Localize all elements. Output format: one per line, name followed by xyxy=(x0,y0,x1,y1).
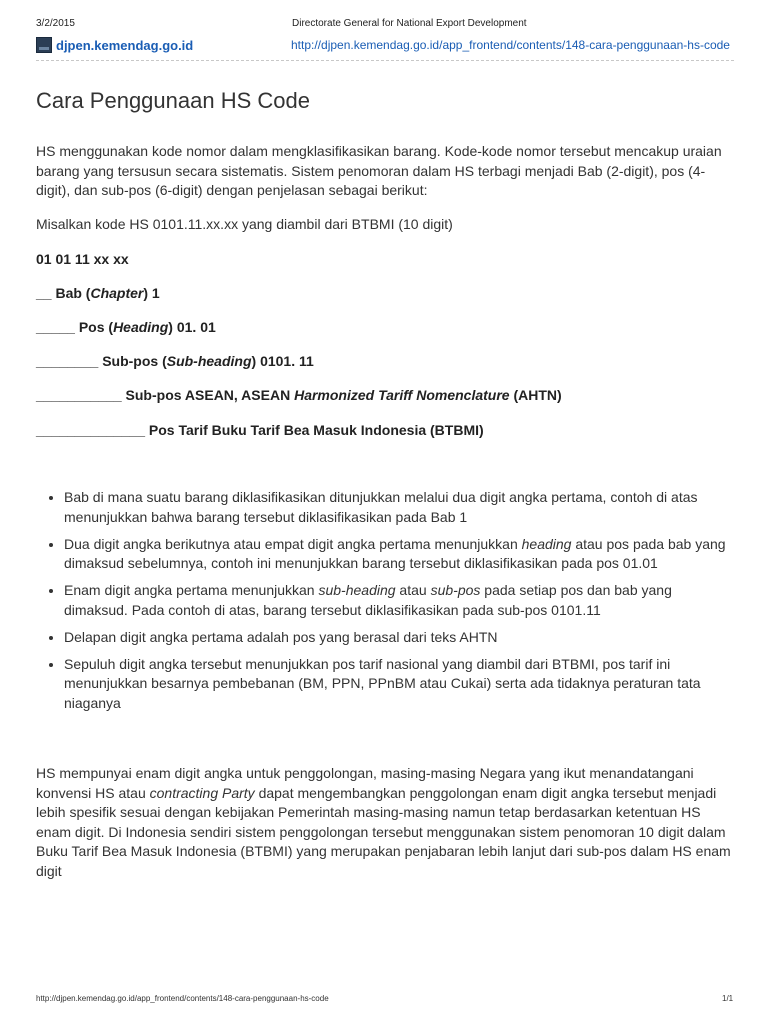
example-paragraph: Misalkan kode HS 0101.11.xx.xx yang diambil dari BTBMI (10 digit) xyxy=(36,216,453,232)
legend-line: ___________ xyxy=(36,387,122,403)
list-item-text: atau pos pada bab yang dimaksud sebelumnya, contoh ini menunjukkan barang tersebut diklasifikasikan pada pos 01.01 xyxy=(64,535,726,571)
closing-em: contracting Party xyxy=(149,784,255,801)
closing-paragraph xyxy=(36,764,736,881)
site-name-link[interactable]: djpen.kemendag.go.id xyxy=(56,38,194,53)
list-item-em: heading xyxy=(521,535,572,552)
list-item: • Sepuluh digit angka tersebut menunjukkan pos tarif nasional yang diambil dari BTBMI, pos tarif ini menunjukkan besarnya pembebanan (BM, PPN, PPnBM atau Cukai) serta ada tidaknya peraturan tata niaganya xyxy=(64,655,736,714)
legend-subpos xyxy=(36,352,736,372)
list-item: • Delapan digit angka pertama adalah pos yang berasal dari teks AHTN xyxy=(64,628,736,648)
legend-line: _____ xyxy=(36,319,75,335)
legend-line: __ xyxy=(36,285,52,301)
legend-text: Sub-pos ( xyxy=(102,353,167,369)
site-logo-icon[interactable] xyxy=(36,37,52,53)
legend-bab xyxy=(36,284,736,304)
legend-em: Sub-heading xyxy=(166,353,252,369)
intro-paragraph: HS menggunakan kode nomor dalam mengklasifikasikan barang. Kode-kode nomor tersebut mencakup uraian barang yang tersusun secara sistematis. Sistem penomoran dalam HS terbagi menjadi Bab (2-digit), pos (4-digit), dan sub-pos (6-digit) dengan penjelasan sebagai berikut: xyxy=(36,143,722,198)
legend-text: Pos Tarif Buku Tarif Bea Masuk Indonesia (BTBMI) xyxy=(148,422,484,438)
header-divider xyxy=(36,60,734,61)
legend-asean xyxy=(36,386,736,406)
list-item-em: sub-pos xyxy=(430,582,481,598)
list-item: • Bab di mana suatu barang diklasifikasikan ditunjukkan melalui dua digit angka pertama, contoh di atas menunjukkan bahwa barang tersebut diklasifikasikan pada Bab 1 xyxy=(64,488,736,527)
list-item-text: pada setiap pos dan bab yang dimaksud. Pada contoh di atas, barang tersebut diklasifikasikan pada sub-pos 0101.11 xyxy=(64,582,672,618)
explanation-list xyxy=(36,488,736,721)
legend-line: ________ xyxy=(36,353,99,369)
legend-text: ) 1 xyxy=(143,285,160,301)
page-title: Cara Penggunaan HS Code xyxy=(36,88,310,113)
closing-text: dapat mengembangkan penggolongan enam digit angka tersebut menjadi lebih spesifik sesuai dengan kebijakan Pemerintah masing-masing namun tetap berdasarkan ketentuan HS enam digit. Di Indonesia sendiri sistem penggolongan tersebut menggunakan sistem penomoran 10 digit dalam Buku Tarif Bea Masuk Indonesia (BTBMI) yang merupakan penjabaran lebih lanjut dari sub-pos dalam HS enam digit xyxy=(36,784,731,879)
list-item xyxy=(64,581,736,620)
footer-url: http://djpen.kemendag.go.id/app_frontend/contents/148-cara-penggunaan-hs-code xyxy=(36,994,329,1003)
print-header-title: Directorate General for National Export Development xyxy=(292,18,527,29)
closing-text: HS mempunyai enam digit angka untuk penggolongan, masing-masing Negara yang ikut menandatangani konvensi HS atau xyxy=(36,765,694,801)
hs-code-example: 01 01 11 xx xx xyxy=(36,251,129,267)
legend-text: ) 0101. 11 xyxy=(251,353,314,369)
list-item-text: Enam digit angka pertama menunjukkan xyxy=(64,582,319,598)
legend-text: ) 01. 01 xyxy=(168,319,216,335)
legend-text: Sub-pos ASEAN, ASEAN xyxy=(125,387,295,403)
legend-text: Bab ( xyxy=(55,285,91,301)
list-item-text: Dua digit angka berikutnya atau empat digit angka pertama menunjukkan xyxy=(64,535,522,552)
page-url-link[interactable]: http://djpen.kemendag.go.id/app_frontend/contents/148-cara-penggunaan-hs-code xyxy=(291,38,730,52)
legend-em: Chapter xyxy=(90,285,144,301)
print-date: 3/2/2015 xyxy=(36,18,75,29)
legend-text: Pos ( xyxy=(78,319,114,335)
list-item xyxy=(64,535,736,574)
legend-text: (AHTN) xyxy=(509,387,562,403)
legend-em: Heading xyxy=(113,319,169,335)
legend-pos xyxy=(36,318,736,338)
legend-btbmi xyxy=(36,421,736,441)
legend-em: Harmonized Tariff Nomenclature xyxy=(294,387,510,403)
page-number: 1/1 xyxy=(722,994,734,1003)
list-item-text: atau xyxy=(395,582,431,598)
list-item-em: sub-heading xyxy=(318,582,396,598)
legend-line: ______________ xyxy=(36,422,146,438)
